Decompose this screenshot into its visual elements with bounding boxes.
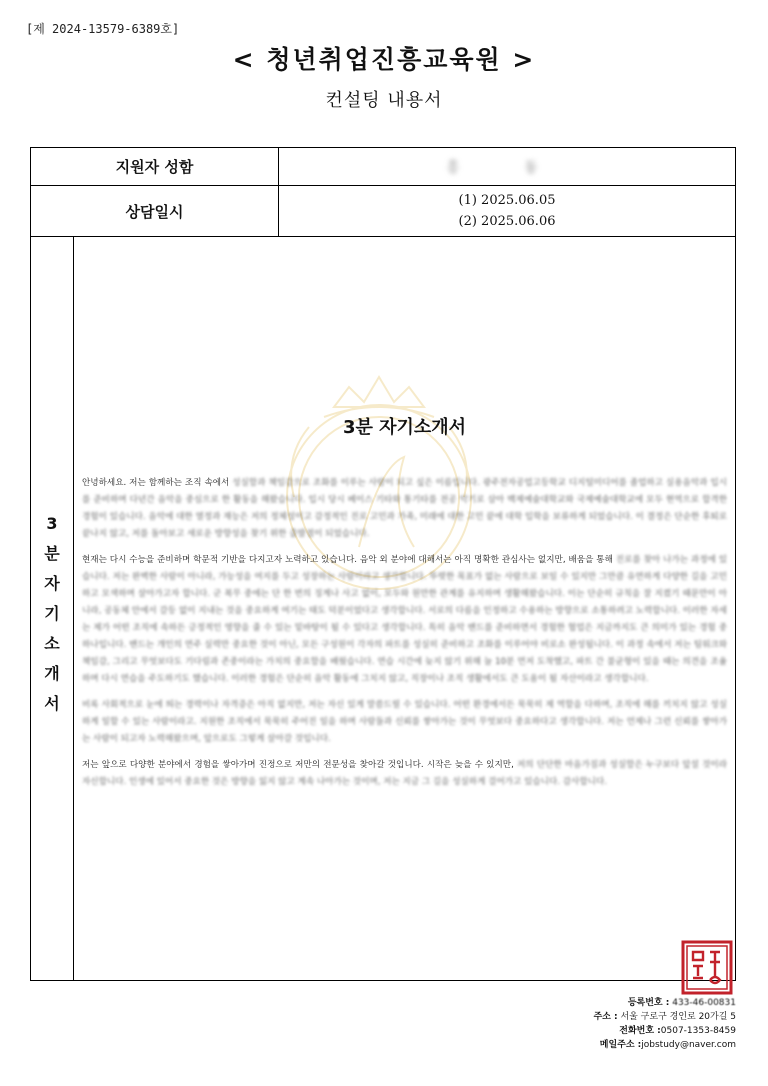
footer-phone-value: 0507-1353-8459 <box>660 1026 736 1036</box>
document-subtitle: 컨설팅 내용서 <box>325 90 443 111</box>
section-label-char: 자 <box>44 574 60 593</box>
section-label-char: 기 <box>44 604 60 623</box>
section-label-char: 서 <box>44 694 60 713</box>
footer-phone-label: 전화번호 : <box>619 1026 661 1036</box>
footer-email-value: jobstudy@naver.com <box>641 1040 736 1050</box>
essay-paragraph-visible-text: 안녕하세요. 저는 함께하는 조직 속에서 <box>82 478 233 488</box>
footer-reg-label: 등록번호 : <box>627 998 670 1008</box>
footer-contact <box>593 996 736 1052</box>
footer-phone <box>593 1024 736 1038</box>
footer-reg-value: 433-46-00831 <box>672 998 736 1008</box>
consulting-table <box>30 147 736 981</box>
date-item-2: (2) 2025.06.06 <box>458 214 556 229</box>
essay-title: 3분 자기소개서 <box>342 417 467 438</box>
essay-paragraph-visible-text: 저는 앞으로 다양한 분야에서 경험을 쌓아가며 진정으로 저만의 전문성을 찾아갈 것입니다. 시작은 늦을 수 있지만, <box>82 760 517 770</box>
footer-registration <box>593 996 736 1010</box>
date-row <box>31 186 735 237</box>
document-number: [제 2024-13579-6389호] <box>26 22 180 36</box>
essay-area <box>74 237 735 980</box>
date-list <box>459 193 556 229</box>
document-title: < 청년취업진흥교육원 > <box>232 45 536 74</box>
official-seal-icon <box>681 940 733 995</box>
essay-paragraph-blurred-text: 비록 사회적으로 눈에 띄는 경력이나 자격증은 아직 없지만, 저는 자신 있게 말씀드릴 수 있습니다. 어떤 환경에서든 묵묵히 제 역할을 다하며, 조직에 해를 끼치지 않고 성실하게 일할 수 있는 사람이라고. 지원한 조직에서 묵묵히 주어진 일을 하며 사람들과 신뢰를 쌓아가는 것이 무엇보다 중요하다고 생각합니다. 저는 언제나 그런 신뢰를 쌓아가는 사람이 되고자 노력해왔으며, 앞으로도 그렇게 살아갈 것입니다. <box>82 700 727 744</box>
footer-addr-value: 서울 구로구 경인로 20가길 5 <box>620 1012 736 1022</box>
footer-address <box>593 1010 736 1024</box>
section-label-char: 분 <box>44 544 60 563</box>
section-label-char: 개 <box>44 664 60 683</box>
essay-body <box>82 475 727 800</box>
essay-paragraph <box>82 757 727 791</box>
essay-paragraph-blurred-text: 성실함과 책임감으로 조화를 이루는 사람이 되고 싶은 이름입니다. 광주전자공업고등학교 디지털미디어를 졸업하고 실용음악과 입시를 준비하며 다년간 음악을 중심으로 한 활동을 해왔습니다. 입시 당시 베이스 기타와 통기타를 전공 악기로 삼아 백제예술대학교와 국제예술대학교에 모두 현역으로 합격한 경험이 있습니다. 음악에 대한 열정과 재능은 저의 정체성이고 감정적인 진로 고민과 가족, 미래에 대한 고민 끝에 대학 입학을 보류하게 되었습니다. 이 결정은 단순한 후퇴로 끝나지 않고, 저를 돌아보고 새로운 방향성을 찾기 위한 출발점이 되었습니다. <box>82 478 727 539</box>
section-label <box>31 237 74 980</box>
section-label-char: 3 <box>46 514 58 533</box>
applicant-label: 지원자 성함 <box>31 148 279 185</box>
footer-email <box>593 1038 736 1052</box>
section-label-char: 소 <box>44 634 60 653</box>
date-value-cell <box>279 186 735 236</box>
essay-paragraph <box>82 552 727 688</box>
applicant-value-cell <box>279 148 735 185</box>
essay-paragraph-blurred-text: 저의 단단한 마음가짐과 성실함은 누구보다 앞설 것이라 자신합니다. 인생에 있어서 중요한 것은 방향을 잃지 않고 계속 나아가는 것이며, 저는 지금 그 길을 성실하게 걸어가고 있습니다. 감사합니다. <box>82 760 727 787</box>
applicant-name: 홍 동 <box>446 159 568 176</box>
essay-paragraph-blurred-text: 진로를 찾아 나가는 과정에 있습니다. 저는 완벽한 사람이 아니라, 가능성을 여지를 두고 성장하는 사람이라고 생각합니다. 뚜렷한 목표가 없는 사람으로 보일 수 있지만 그만큼 유연하게 다양한 길을 고민하고 모색하며 살아가고자 합니다. 군 복무 중에는 단 한 번의 징계나 사고 없이, 모두와 원만한 관계를 유지하며 생활해왔습니다. 이는 단순히 규칙을 잘 지켰기 때문만이 아니라, 공동체 안에서 갈등 없이 지내는 것을 중요하게 여기는 태도 덕분이었다고 생각합니다. 서로의 다름을 인정하고 수용하는 방향으로 소통하려고 노력합니다. 이러한 자세는 제가 어떤 조직에 속하든 긍정적인 영향을 줄 수 있는 밑바탕이 될 수 있다고 생각합니다. 특히 음악 밴드를 준비하면서 경험한 협업은 지금까지도 큰 의미가 있는 경험 중 하나입니다. 밴드는 개인의 연주 실력만 중요한 것이 아닌, 모든 구성원이 각자의 파트를 성실히 준비하고 조화를 이루어야 비로소 완성됩니다. 이 과정 속에서 저는 팀워크와 책임감, 그리고 무엇보다도 기다림과 존중이라는 가치의 중요함을 배웠습니다. 연습 시간에 늦지 않기 위해 늘 10분 먼저 도착했고, 파트 간 불균형이 있을 때는 의견을 조율하며 다시 연습을 주도하기도 했습니다. 이러한 경험은 단순히 음악 활동에 그치지 않고, 직장이나 조직 생활에서도 큰 도움이 될 자산이라고 생각합니다. <box>82 555 728 684</box>
applicant-row <box>31 148 735 186</box>
essay-paragraph <box>82 475 727 543</box>
footer-email-label: 메일주소 : <box>599 1040 642 1050</box>
date-item-1: (1) 2025.06.05 <box>458 193 556 208</box>
date-label: 상담일시 <box>31 186 279 236</box>
footer-addr-label: 주소 : <box>593 1012 618 1022</box>
essay-paragraph <box>82 697 727 748</box>
essay-paragraph-visible-text: 현재는 다시 수능을 준비하며 학문적 기반을 다지고자 노력하고 있습니다. 음악 외 분야에 대해서는 아직 명확한 관심사는 없지만, 배움을 통해 <box>82 555 616 565</box>
